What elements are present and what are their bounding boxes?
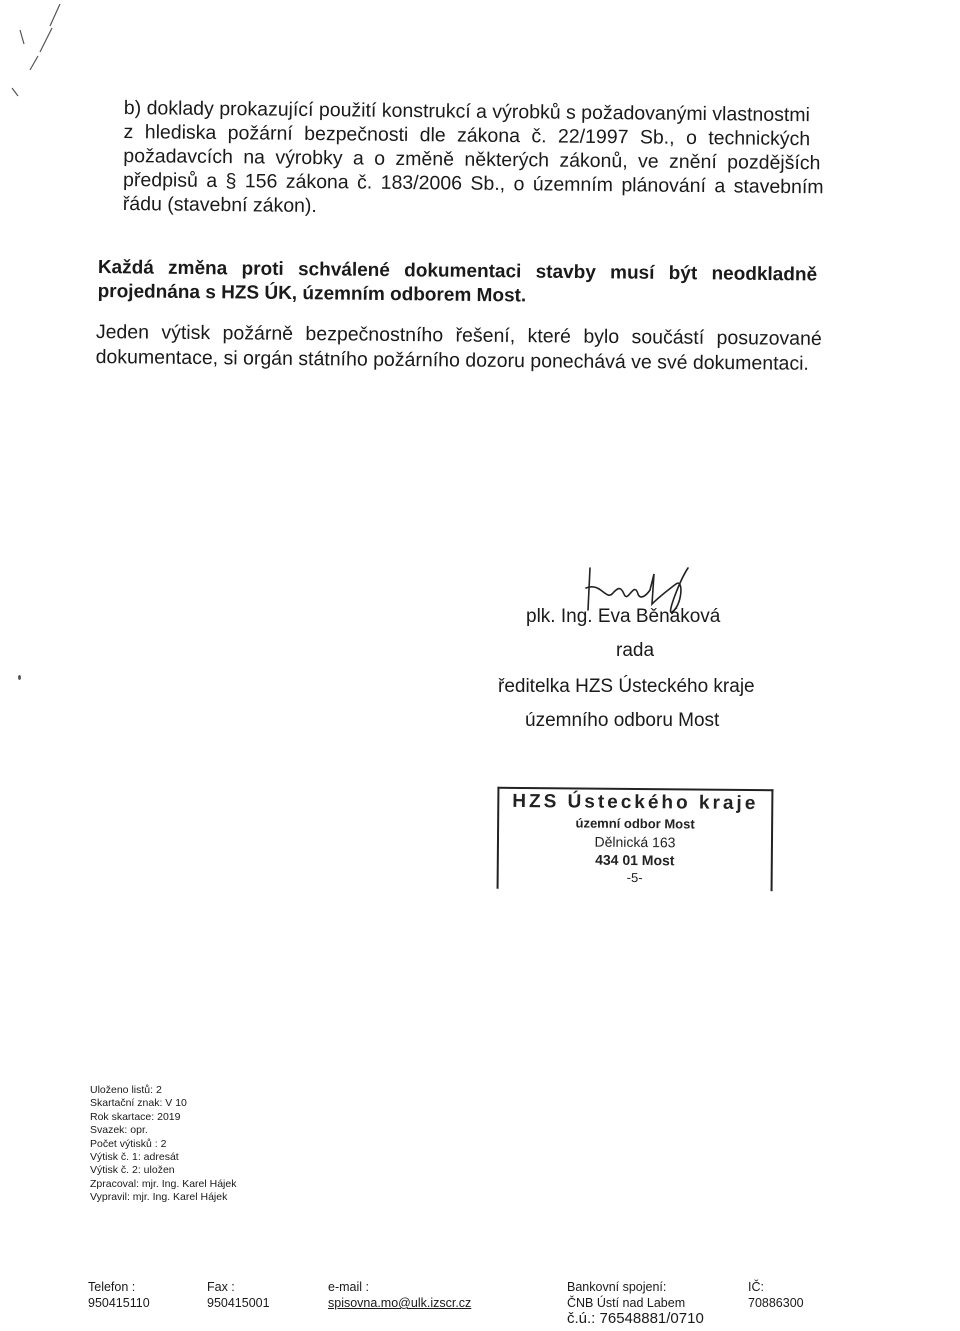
fax-value: 950415001	[207, 1296, 270, 1310]
signatory-department: územního odboru Most	[525, 710, 720, 731]
filing-line: Výtisk č. 1: adresát	[90, 1151, 179, 1164]
signature-block	[480, 560, 810, 740]
notice-bold	[97, 256, 887, 312]
paragraph-line: z hlediska požární bezpečnosti dle zákona č. 22/1997 Sb., o technických	[123, 120, 811, 151]
notice-line: Každá změna proti schválené dokumentaci stavby musí být neodkladně	[97, 256, 818, 286]
filing-line: Rok skartace: 2019	[90, 1110, 181, 1123]
email-label: e-mail :	[328, 1280, 369, 1294]
paragraph-line: b) doklady prokazující použití konstrukcí a výrobků s požadovanými vlastnostmi	[123, 96, 811, 127]
paragraph-line: předpisů a § 156 zákona č. 183/2006 Sb., o územním plánování a stavebním	[123, 168, 824, 199]
copy-note	[96, 320, 896, 378]
scan-speck	[18, 675, 21, 680]
paragraph-line: řádu (stavební zákon).	[122, 192, 318, 218]
footer-bank	[567, 1279, 704, 1327]
copy-note-line: dokumentace, si orgán státního požárního dozoru ponechává ve své dokumentaci.	[95, 345, 810, 375]
scan-scribble	[0, 0, 80, 100]
stamp-city: 434 01 Most	[595, 851, 675, 869]
email-link[interactable]: spisovna.mo@ulk.izscr.cz	[328, 1296, 472, 1310]
signatory-position: ředitelka HZS Ústeckého kraje	[498, 676, 755, 697]
filing-line: Počet výtisků : 2	[90, 1137, 167, 1150]
footer-phone	[88, 1279, 150, 1311]
stamp-street: Dělnická 163	[594, 833, 676, 851]
footer-fax	[207, 1279, 270, 1311]
signatory-rank: rada	[616, 640, 655, 661]
paragraph-documents	[123, 96, 884, 224]
filing-line: Svazek: opr.	[90, 1124, 148, 1137]
footer-ic	[748, 1279, 804, 1311]
signatory-name: plk. Ing. Eva Běnáková	[526, 606, 721, 627]
ic-value: 70886300	[748, 1296, 804, 1310]
fax-label: Fax :	[207, 1280, 235, 1294]
stamp-org: HZS Ústeckého kraje	[512, 790, 759, 815]
filing-info	[90, 1084, 236, 1205]
bank-account: č.ú.: 76548881/0710	[567, 1310, 704, 1327]
bank-name: ČNB Ústí nad Labem	[567, 1296, 686, 1310]
notice-line: projednána s HZS ÚK, územním odborem Most.	[97, 280, 527, 307]
ic-label: IČ:	[748, 1280, 764, 1294]
official-stamp	[497, 787, 774, 891]
filing-line: Zpracoval: mjr. Ing. Karel Hájek	[90, 1177, 237, 1190]
paragraph-line: požadavcích na výrobky a o změně některých zákonů, ve znění pozdějších	[123, 144, 821, 175]
filing-line: Výtisk č. 2: uložen	[90, 1164, 175, 1177]
footer-email	[328, 1279, 471, 1311]
filing-line: Uloženo listů: 2	[90, 1084, 162, 1096]
bank-label: Bankovní spojení:	[567, 1280, 667, 1294]
phone-value: 950415110	[88, 1296, 150, 1310]
filing-line: Skartační znak: V 10	[90, 1097, 187, 1110]
stamp-number: -5-	[626, 869, 643, 886]
stamp-unit: územní odbor Most	[575, 815, 695, 832]
filing-line: Vypravil: mjr. Ing. Karel Hájek	[90, 1191, 228, 1204]
copy-note-line: Jeden výtisk požárně bezpečnostního řešení, které bylo součástí posuzované	[95, 320, 822, 350]
phone-label: Telefon :	[88, 1280, 136, 1294]
